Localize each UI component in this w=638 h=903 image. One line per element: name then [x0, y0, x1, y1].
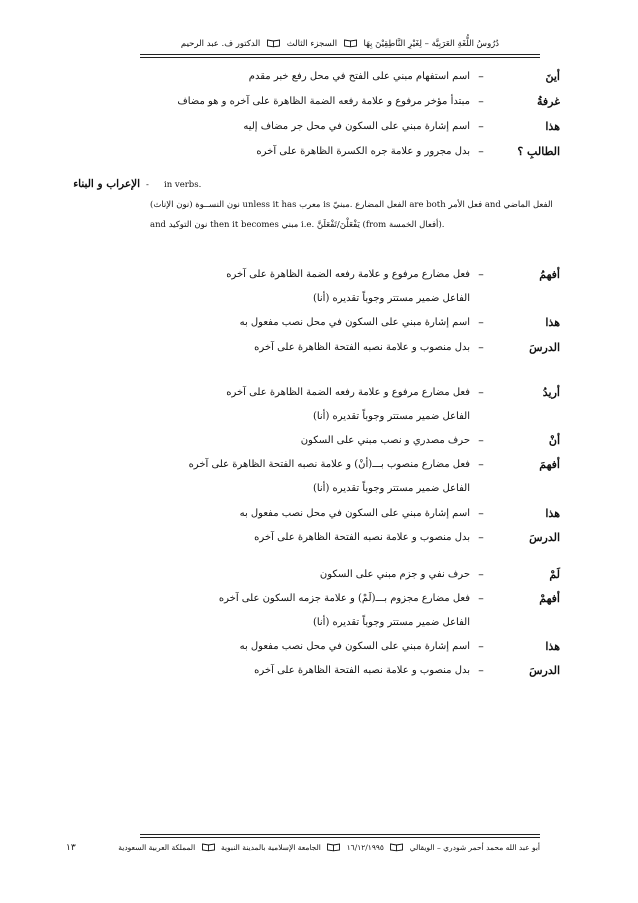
- dash: –: [478, 316, 484, 329]
- footer-rule-thin: [140, 834, 540, 835]
- word-analysis: بدل مجرور و علامة جره الكسرة الظاهرة على آخره: [256, 146, 470, 157]
- word-analysis: حرف مصدري و نصب مبني على السكون: [300, 435, 470, 446]
- book-icon: [267, 39, 280, 47]
- dash: –: [478, 664, 484, 677]
- word-analysis: الفاعل ضمير مستتر وجوباً تقديره (أنا): [312, 293, 470, 304]
- footer-date: ١٦/١٢/١٩٩٥: [346, 843, 384, 852]
- word-analysis: مبتدأ مؤخر مرفوع و علامة رفعه الضمة الظاهرة على آخره و هو مضاف: [177, 96, 470, 107]
- analyzed-word: هذا: [545, 120, 560, 133]
- analyzed-word: هذا: [545, 640, 560, 653]
- analyzed-word: أينَ: [545, 70, 560, 83]
- dash: –: [478, 120, 484, 133]
- analyzed-word: الدرسَ: [529, 531, 560, 544]
- word-analysis: بدل منصوب و علامة نصبه الفتحة الظاهرة على آخره: [254, 532, 470, 543]
- book-icon: [344, 39, 357, 47]
- footer-author: أبو عبد الله محمد أحمر شودري – الويقالي: [409, 843, 540, 852]
- dash: –: [478, 458, 484, 471]
- note-line-3: and نون التوكيد then it becomes مبني i.e. يَفْعَلْنَ/تَفْعَلَنَّ (from أفعال الخمسة).: [150, 220, 445, 230]
- word-analysis: الفاعل ضمير مستتر وجوباً تقديره (أنا): [312, 617, 470, 628]
- header-author: الدكتور ف. عبد الرحيم: [180, 39, 261, 49]
- footer-university: الجامعة الإسلامية بالمدينة النبوية: [220, 843, 321, 852]
- sidebar-label: الإعراب و البناء: [73, 178, 140, 190]
- analyzed-word: هذا: [545, 507, 560, 520]
- header-rule-thin: [140, 57, 540, 58]
- analyzed-word: هذا: [545, 316, 560, 329]
- analyzed-word: الدرسَ: [529, 341, 560, 354]
- footer-country: المملكة العربية السعودية: [118, 843, 196, 852]
- dash: –: [478, 386, 484, 399]
- word-analysis: فعل مضارع مرفوع و علامة رفعه الضمة الظاهرة على آخره: [226, 269, 470, 280]
- dash: –: [478, 568, 484, 581]
- dash: –: [478, 268, 484, 281]
- note-dash: -: [146, 180, 149, 190]
- dash: –: [478, 592, 484, 605]
- dash: –: [478, 434, 484, 447]
- header-course-title: دُرُوسُ اللُّغَةِ العَرَبِيَّة – لِغَيْرِ النَّاطِقِيْنَ بِهَا: [363, 39, 500, 49]
- word-analysis: فعل مضارع مجزوم بـــ(لَمْ) و علامة جزمه السكون على آخره: [218, 593, 470, 604]
- header-volume: السجزء الثالث: [286, 39, 338, 49]
- header-rule: [140, 54, 540, 55]
- page-number: ١٣: [66, 843, 76, 853]
- analyzed-word: أفهمَ: [539, 458, 560, 471]
- word-analysis: الفاعل ضمير مستتر وجوباً تقديره (أنا): [312, 483, 470, 494]
- note-line-1: in verbs.: [164, 180, 202, 190]
- book-icon: [390, 843, 403, 851]
- word-analysis: حرف نفي و جزم مبني على السكون: [319, 569, 470, 580]
- dash: –: [478, 507, 484, 520]
- dash: –: [478, 95, 484, 108]
- analyzed-word: أنْ: [548, 434, 560, 447]
- dash: –: [478, 640, 484, 653]
- word-analysis: بدل منصوب و علامة نصبه الفتحة الظاهرة على آخره: [254, 342, 470, 353]
- word-analysis: اسم إشارة مبني على السكون في محل نصب مفعول به: [239, 641, 470, 652]
- dash: –: [478, 341, 484, 354]
- analyzed-word: الدرسَ: [529, 664, 560, 677]
- word-analysis: بدل منصوب و علامة نصبه الفتحة الظاهرة على آخره: [254, 665, 470, 676]
- word-analysis: فعل مضارع منصوب بـــ(أنْ) و علامة نصبه الفتحة الظاهرة على آخره: [188, 459, 470, 470]
- dash: –: [478, 145, 484, 158]
- word-analysis: اسم إشارة مبني على السكون في محل نصب مفعول به: [239, 508, 470, 519]
- word-analysis: الفاعل ضمير مستتر وجوباً تقديره (أنا): [312, 411, 470, 422]
- analyzed-word: الطالبِ ؟: [517, 145, 560, 158]
- book-icon: [202, 843, 215, 851]
- page-header: [140, 36, 540, 52]
- word-analysis: اسم إشارة مبني على السكون في محل نصب مفعول به: [239, 317, 470, 328]
- word-analysis: اسم استفهام مبني على الفتح في محل رفع خبر مقدم: [248, 71, 470, 82]
- analyzed-word: غرفةُ: [537, 95, 560, 108]
- word-analysis: اسم إشارة مبني على السكون في محل جر مضاف إليه: [243, 121, 470, 132]
- analyzed-word: أفهمْ: [539, 592, 560, 605]
- note-line-2: (نون الإناث) نون النســوة unless it has معرب is الفعل المضارع .مبنيّ are both فعل الأمر and الفعل الماضي: [150, 200, 553, 210]
- page-footer: [118, 840, 540, 856]
- book-icon: [327, 843, 340, 851]
- footer-rule: [140, 837, 540, 838]
- analyzed-word: أفهمُ: [539, 268, 560, 281]
- dash: –: [478, 531, 484, 544]
- word-analysis: فعل مضارع مرفوع و علامة رفعه الضمة الظاهرة على آخره: [226, 387, 470, 398]
- dash: –: [478, 70, 484, 83]
- analyzed-word: لَمْ: [549, 568, 560, 581]
- analyzed-word: أريدُ: [542, 386, 560, 399]
